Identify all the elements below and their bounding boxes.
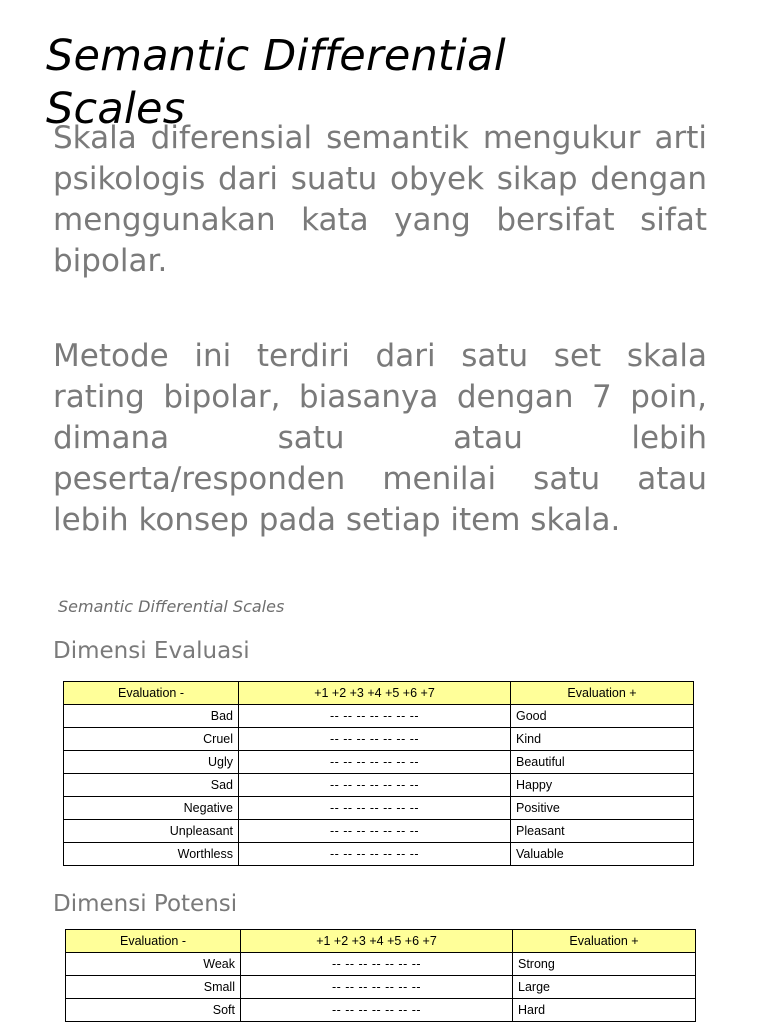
negative-adjective: Unpleasant: [64, 820, 239, 843]
table-row: [66, 976, 696, 999]
paragraph-method: Metode ini terdiri dari satu set skala rating bipolar, biasanya dengan 7 poin, dimana satu atau lebih peserta/responden menilai satu atau lebih konsep pada setiap item skala.: [53, 338, 707, 538]
potency-scale-table: [65, 929, 696, 1022]
negative-adjective: Small: [66, 976, 241, 999]
scale-blanks: -- -- -- -- -- -- --: [239, 797, 511, 820]
table-row: [64, 751, 694, 774]
paragraph-definition: Skala diferensial semantik mengukur arti psikologis dari suatu obyek sikap dengan menggunakan kata yang bersifat sifat bipolar.: [53, 120, 707, 279]
negative-adjective: Weak: [66, 953, 241, 976]
negative-adjective: Worthless: [64, 843, 239, 866]
negative-adjective: Negative: [64, 797, 239, 820]
positive-adjective: Strong: [513, 953, 696, 976]
table-row: [66, 953, 696, 976]
evaluation-scale-table: [63, 681, 694, 866]
positive-adjective: Good: [511, 705, 694, 728]
scale-blanks: -- -- -- -- -- -- --: [241, 999, 513, 1022]
positive-adjective: Hard: [513, 999, 696, 1022]
header-positive-pole: Evaluation +: [511, 682, 694, 705]
negative-adjective: Ugly: [64, 751, 239, 774]
section-heading-potensi: Dimensi Potensi: [53, 891, 238, 917]
positive-adjective: Pleasant: [511, 820, 694, 843]
table-row: [64, 728, 694, 751]
table-row: [64, 843, 694, 866]
positive-adjective: Valuable: [511, 843, 694, 866]
table-row: [64, 705, 694, 728]
table-row: [64, 797, 694, 820]
scale-blanks: -- -- -- -- -- -- --: [239, 774, 511, 797]
table-caption: Semantic Differential Scales: [58, 597, 285, 616]
scale-blanks: -- -- -- -- -- -- --: [239, 751, 511, 774]
positive-adjective: Happy: [511, 774, 694, 797]
header-scale-points: +1 +2 +3 +4 +5 +6 +7: [241, 930, 513, 953]
header-negative-pole: Evaluation -: [64, 682, 239, 705]
scale-blanks: -- -- -- -- -- -- --: [241, 953, 513, 976]
table-header-row: [66, 930, 696, 953]
header-scale-points: +1 +2 +3 +4 +5 +6 +7: [239, 682, 511, 705]
header-positive-pole: Evaluation +: [513, 930, 696, 953]
section-heading-evaluasi: Dimensi Evaluasi: [53, 638, 250, 664]
scale-blanks: -- -- -- -- -- -- --: [241, 976, 513, 999]
negative-adjective: Sad: [64, 774, 239, 797]
scale-blanks: -- -- -- -- -- -- --: [239, 728, 511, 751]
positive-adjective: Kind: [511, 728, 694, 751]
header-negative-pole: Evaluation -: [66, 930, 241, 953]
negative-adjective: Soft: [66, 999, 241, 1022]
table-row: [66, 999, 696, 1022]
table-row: [64, 774, 694, 797]
scale-blanks: -- -- -- -- -- -- --: [239, 843, 511, 866]
scale-blanks: -- -- -- -- -- -- --: [239, 820, 511, 843]
positive-adjective: Beautiful: [511, 751, 694, 774]
table-row: [64, 820, 694, 843]
negative-adjective: Bad: [64, 705, 239, 728]
positive-adjective: Positive: [511, 797, 694, 820]
positive-adjective: Large: [513, 976, 696, 999]
scale-blanks: -- -- -- -- -- -- --: [239, 705, 511, 728]
table-header-row: [64, 682, 694, 705]
negative-adjective: Cruel: [64, 728, 239, 751]
slide-title: Semantic Differential Scales: [46, 31, 506, 134]
